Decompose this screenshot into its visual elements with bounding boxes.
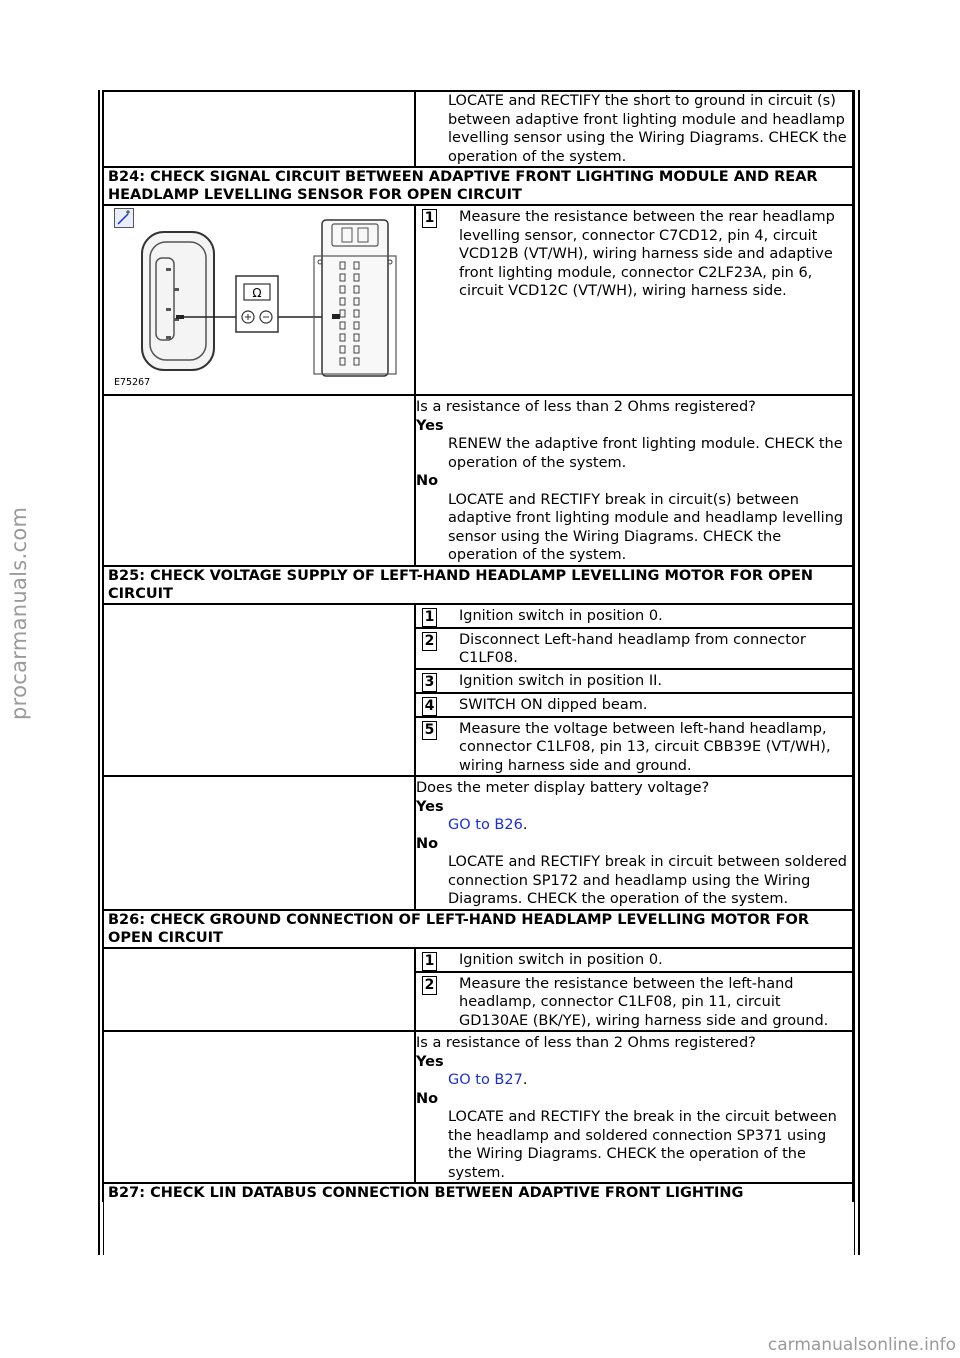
ohm-symbol: Ω [252, 286, 262, 300]
no-action: LOCATE and RECTIFY break in circuit(s) between adaptive front lighting module and headlamp levelling sensor using the Wiring Diagrams. CHECK the operation of the system. [448, 491, 844, 563]
yes-action [416, 816, 852, 835]
step-number: 5 [422, 721, 437, 740]
b25-header-row [103, 566, 853, 604]
yes-action: RENEW the adaptive front lighting module. CHECK the operation of the system. [448, 436, 843, 471]
step-text: Disconnect Left-hand headlamp from connector C1LF08. [459, 631, 806, 666]
step-number: 1 [422, 608, 437, 627]
page-rule-left-outer [98, 90, 100, 1255]
step-text: Ignition switch in position 0. [459, 607, 663, 624]
continuation-text: LOCATE and RECTIFY the short to ground in circuit (s) between adaptive front lighting module and headlamp levelling sensor using the Wiring Diagrams. CHECK the operation of the system. [448, 93, 847, 165]
b24-result-row [103, 395, 853, 566]
continuation-cell [415, 91, 853, 167]
no-action: LOCATE and RECTIFY break in circuit between soldered connection SP172 and headlamp using the Wiring Diagrams. CHECK the operation of the system. [448, 854, 847, 907]
b26-title: B26: CHECK GROUND CONNECTION OF LEFT-HAND HEADLAMP LEVELLING MOTOR FOR OPEN CIRCUIT [108, 911, 810, 946]
page-rule-right-inner [854, 90, 855, 1255]
step-text: SWITCH ON dipped beam. [459, 696, 648, 713]
footer-watermark: carmanualsonline.info [767, 1334, 956, 1355]
step-text: Measure the voltage between left-hand headlamp, connector C1LF08, pin 13, circuit CBB39E (VT/WH), wiring harness side and ground. [459, 720, 831, 774]
yes-label: Yes [416, 1053, 444, 1070]
yes-action [416, 1071, 852, 1090]
top-continuation-row [103, 91, 853, 167]
b27-title: B27: CHECK LIN DATABUS CONNECTION BETWEEN ADAPTIVE FRONT LIGHTING [108, 1185, 744, 1201]
step-text: Ignition switch in position 0. [459, 951, 663, 968]
b26-step [416, 973, 852, 1031]
step-text: Measure the resistance between the rear headlamp levelling sensor, connector C7CD12, pin 4, circuit VCD12B (VT/WH), wiring harness side and adaptive front lighting module, connector C2LF23A, pin 6, circuit VCD12C (VT/WH), wiring harness side. [459, 209, 835, 299]
period: . [522, 817, 528, 833]
b25-step [416, 670, 852, 694]
b25-title: B25: CHECK VOLTAGE SUPPLY OF LEFT-HAND HEADLAMP LEVELLING MOTOR FOR OPEN CIRCUIT [108, 567, 814, 602]
b24-header-row [103, 167, 853, 205]
b25-steps-row [103, 604, 853, 777]
b24-steps-cell [415, 205, 853, 395]
yes-label: Yes [416, 417, 444, 434]
empty-cell [103, 776, 415, 910]
b25-result-cell [415, 776, 853, 910]
no-action: LOCATE and RECTIFY the break in the circuit between the headlamp and soldered connection SP371 using the Wiring Diagrams. CHECK the operation of the system. [448, 1109, 837, 1181]
empty-cell [103, 91, 415, 167]
empty-cell [103, 948, 415, 1032]
b24-step [416, 206, 852, 301]
period: . [522, 1072, 528, 1088]
step-number: 1 [422, 209, 437, 228]
b24-question: Is a resistance of less than 2 Ohms registered? [416, 399, 756, 415]
b25-header-cell [103, 566, 853, 604]
step-number: 3 [422, 673, 437, 692]
b26-result-cell [415, 1031, 853, 1183]
b24-step-row [103, 205, 853, 395]
b25-step [416, 605, 852, 629]
step-number: 2 [422, 976, 437, 995]
go-to-b26-link[interactable]: GO to B26 [448, 817, 523, 833]
wiring-diagram [114, 218, 404, 388]
b25-step [416, 629, 852, 670]
empty-cell [103, 1031, 415, 1183]
no-label: No [416, 1090, 439, 1107]
empty-cell [103, 604, 415, 777]
b26-question: Is a resistance of less than 2 Ohms registered? [416, 1035, 756, 1051]
image-id: E75267 [114, 376, 151, 388]
b26-step [416, 949, 852, 973]
yes-label: Yes [416, 798, 444, 815]
side-watermark: procarmanuals.com [7, 506, 31, 720]
step-number: 1 [422, 952, 437, 971]
go-to-b27-link[interactable]: GO to B27 [448, 1072, 523, 1088]
b25-question: Does the meter display battery voltage? [416, 780, 710, 796]
b24-result-cell [415, 395, 853, 566]
step-number: 2 [422, 632, 437, 651]
b25-result-row [103, 776, 853, 910]
b26-result-row [103, 1031, 853, 1183]
step-text: Ignition switch in position II. [459, 672, 663, 689]
b27-header-cell [103, 1183, 853, 1202]
b26-steps-cell [415, 948, 853, 1032]
b26-header-cell [103, 910, 853, 948]
no-label: No [416, 835, 439, 852]
module-connector-shape [314, 220, 396, 376]
ohmmeter-shape [236, 276, 278, 332]
b24-image-cell [103, 205, 415, 395]
empty-cell [103, 395, 415, 566]
b26-header-row [103, 910, 853, 948]
b26-steps-row [103, 948, 853, 1032]
procedure-table [102, 90, 854, 1202]
sensor-connector-shape [142, 232, 214, 370]
document-body [102, 90, 854, 1202]
step-number: 4 [422, 697, 437, 716]
b24-title: B24: CHECK SIGNAL CIRCUIT BETWEEN ADAPTIVE FRONT LIGHTING MODULE AND REAR HEADLAMP LEVELLING SENSOR FOR OPEN CIRCUIT [108, 169, 818, 203]
page-rule-right-outer [858, 90, 860, 1255]
b24-header-cell [103, 167, 853, 205]
b25-step [416, 718, 852, 776]
no-label: No [416, 473, 439, 489]
b25-step [416, 694, 852, 718]
b27-header-row [103, 1183, 853, 1202]
b25-steps-cell [415, 604, 853, 777]
step-text: Measure the resistance between the left-hand headlamp, connector C1LF08, pin 11, circuit GD130AE (BK/YE), wiring harness side and ground. [459, 975, 829, 1029]
